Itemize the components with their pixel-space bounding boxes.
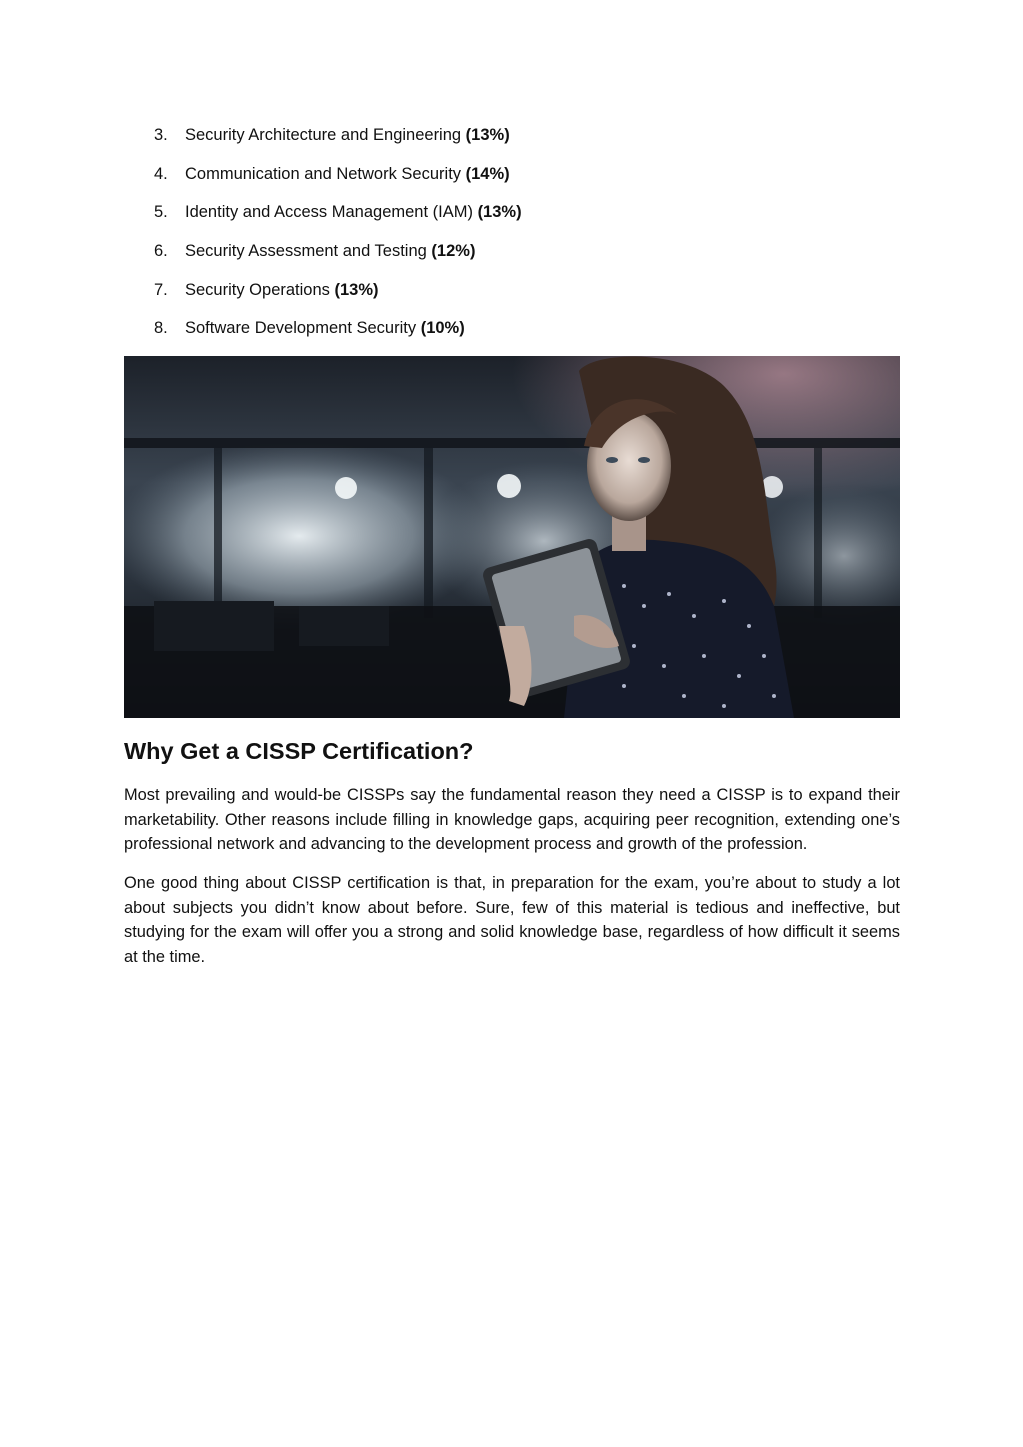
domain-name: Security Operations bbox=[185, 280, 330, 299]
list-number: 3. bbox=[154, 126, 168, 144]
domain-weight: (13%) bbox=[477, 203, 522, 222]
domain-item-3 bbox=[154, 123, 522, 162]
domain-item-6 bbox=[154, 239, 522, 278]
section-heading: Why Get a CISSP Certification? bbox=[124, 738, 474, 764]
domain-name: Software Development Security bbox=[185, 319, 417, 338]
domain-weight: (12%) bbox=[431, 242, 476, 261]
domain-weight: (14%) bbox=[465, 164, 510, 183]
paragraph-1: Most prevailing and would-be CISSPs say the fundamental reason they need a CISSP is to expand their marketability. Other reasons include filling in knowledge gaps, acquiring peer recognition, extending one’s professional network and advancing to the development process and growth of the profession. bbox=[124, 786, 900, 854]
domain-item-7 bbox=[154, 278, 522, 317]
domain-weight: (13%) bbox=[465, 126, 510, 144]
domain-item-5 bbox=[154, 200, 522, 239]
paragraph-2: One good thing about CISSP certification is that, in preparation for the exam, you’re about to study a lot about subjects you didn’t know about before. Sure, few of this material is tedious and ineffective, but studying for the exam will offer you a strong and solid knowledge base, regardless of how difficult it seems at the time. bbox=[124, 874, 900, 967]
list-number: 5. bbox=[154, 203, 168, 222]
domain-weight: (13%) bbox=[334, 280, 379, 299]
domain-name: Security Architecture and Engineering bbox=[185, 126, 462, 144]
domain-name: Communication and Network Security bbox=[185, 164, 462, 183]
woman-with-tablet-photo bbox=[124, 356, 900, 718]
cissp-domain-list bbox=[154, 123, 522, 355]
domain-item-8 bbox=[154, 316, 522, 355]
list-number: 4. bbox=[154, 164, 168, 183]
domain-name: Security Assessment and Testing bbox=[185, 242, 427, 261]
list-number: 6. bbox=[154, 242, 168, 261]
list-number: 7. bbox=[154, 280, 168, 299]
domain-item-4 bbox=[154, 162, 522, 201]
domain-weight: (10%) bbox=[420, 319, 465, 338]
domain-name: Identity and Access Management (IAM) bbox=[185, 203, 473, 222]
list-number: 8. bbox=[154, 319, 168, 338]
